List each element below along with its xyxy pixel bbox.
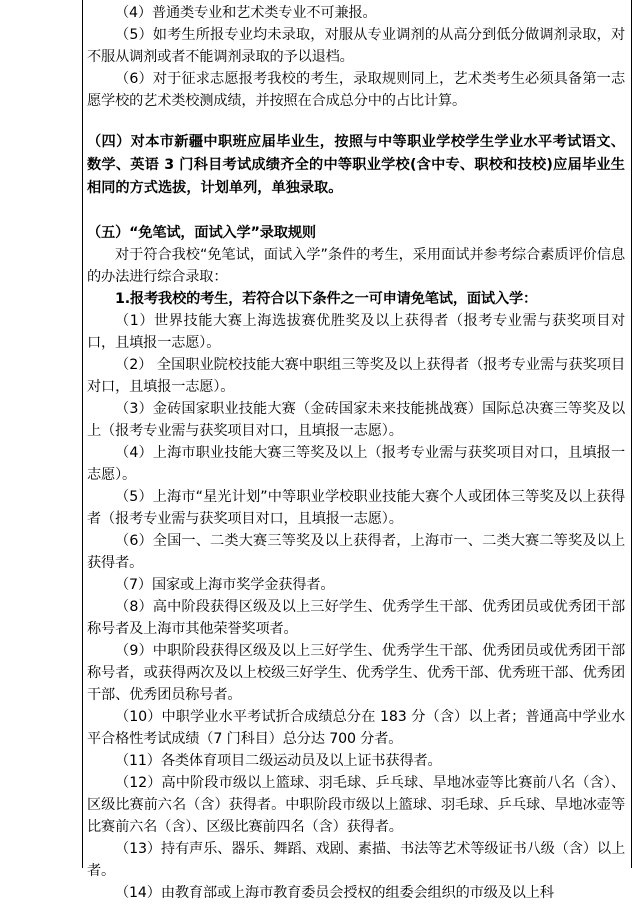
paragraph-item-4: （4）普通类专业和艺术类专业不可兼报。 bbox=[115, 5, 377, 21]
list-item: （7）国家或上海市奖学金获得者。 bbox=[115, 577, 335, 593]
section-5-title: （五）“免笔试，面试入学”录取规则 bbox=[87, 225, 316, 241]
table-left-border bbox=[82, 0, 83, 868]
list-item: （4）上海市职业技能大赛三等奖及以上（报考专业需与获奖项目对口，且填报一志愿）。 bbox=[87, 445, 625, 483]
paragraph-item-5: （5）如考生所报专业均未录取，对服从专业调剂的从高分到低分做调剂录取，对不服从调剂或者不能调剂录取的予以退档。 bbox=[87, 27, 625, 65]
list-item: （13）持有声乐、器乐、舞蹈、戏剧、素描、书法等艺术等级证书八级（含）以上者。 bbox=[87, 841, 625, 879]
section-4-heading: （四）对本市新疆中职班应届毕业生，按照与中等职业学校学生学业水平考试语文、数学、英语 3 门科目考试成绩齐全的中等职业学校(含中专、职校和技校)应届毕业生相同的方式选拔，计划单列，单独录取。 bbox=[87, 134, 625, 196]
table-right-border bbox=[631, 0, 632, 868]
list-item: （2） 全国职业院校技能大赛中职组三等奖及以上获得者（报考专业需与获奖项目对口，且填报一志愿）。 bbox=[87, 357, 625, 395]
list-item: （9）中职阶段获得区级及以上三好学生、优秀学生干部、优秀团员或优秀团干部称号者，或获得两次及以上校级三好学生、优秀学生、优秀干部、优秀班干部、优秀团干部、优秀团员称号者。 bbox=[87, 643, 625, 703]
list-item: （12）高中阶段市级以上篮球、羽毛球、乒乓球、旱地冰壶等比赛前八名（含）、区级比赛前六名（含）获得者。中职阶段市级以上篮球、羽毛球、乒乓球、旱地冰壶等比赛前六名（含）、区级比赛前四名（含）获得者。 bbox=[87, 775, 625, 835]
list-item: （14）由教育部或上海市教育委员会授权的组委会组织的市级及以上科 bbox=[115, 885, 554, 901]
list-item: （3）金砖国家职业技能大赛（金砖国家未来技能挑战赛）国际总决赛三等奖及以上（报考专业需与获奖项目对口，且填报一志愿）。 bbox=[87, 401, 625, 439]
list-item: （11）各类体育项目二级运动员及以上证书获得者。 bbox=[115, 753, 442, 769]
list-item: （6）全国一、二类大赛三等奖及以上获得者，上海市一、二类大赛二等奖及以上获得者。 bbox=[87, 533, 625, 571]
section-5-subhead: 1.报考我校的考生，若符合以下条件之一可申请免笔试，面试入学： bbox=[115, 291, 538, 307]
document-cell bbox=[87, 2, 625, 904]
list-item: （1）世界技能大赛上海选拔赛优胜奖及以上获得者（报考专业需与获奖项目对口，且填报一志愿）。 bbox=[87, 313, 625, 351]
paragraph-item-6: （6）对于征求志愿报考我校的考生，录取规则同上，艺术类考生必须具备第一志愿学校的艺术类校测成绩，并按照在合成总分中的占比计算。 bbox=[87, 71, 625, 109]
section-5-intro: 对于符合我校“免笔试，面试入学”条件的考生，采用面试并参考综合素质评价信息的办法进行综合录取： bbox=[87, 247, 625, 285]
list-item: （5）上海市“星光计划”中等职业学校职业技能大赛个人或团体三等奖及以上获得者（报考专业需与获奖项目对口，且填报一志愿）。 bbox=[87, 489, 625, 527]
list-item: （8）高中阶段获得区级及以上三好学生、优秀学生干部、优秀团员或优秀团干部称号者及上海市其他荣誉奖项者。 bbox=[87, 599, 625, 637]
list-item: （10）中职学业水平考试折合成绩总分在 183 分（含）以上者；普通高中学业水平合格性考试成绩（7 门科目）总分达 700 分者。 bbox=[87, 709, 625, 747]
